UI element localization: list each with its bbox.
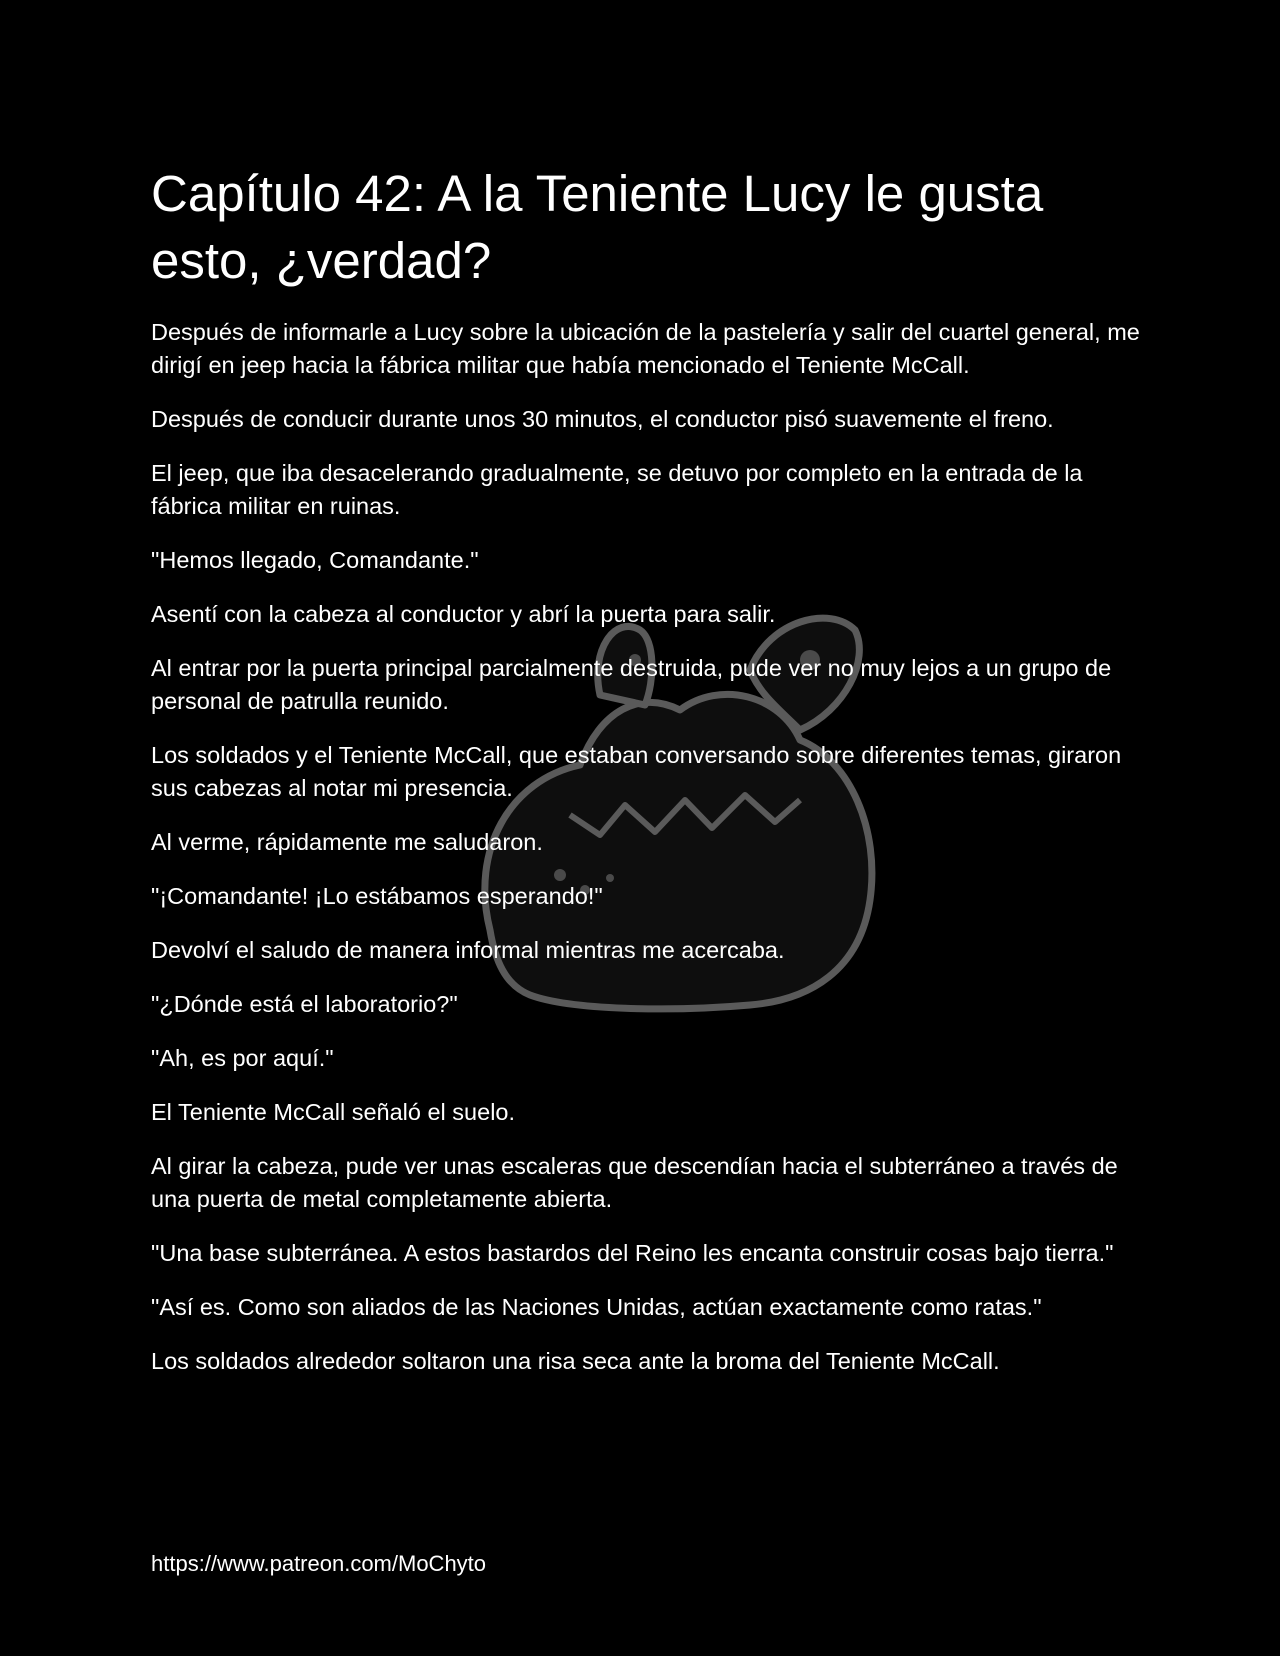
- paragraph: El jeep, que iba desacelerando gradualmente, se detuvo por completo en la entrada de la fábrica militar en ruinas.: [151, 460, 1083, 519]
- paragraph: Al verme, rápidamente me saludaron.: [151, 829, 543, 855]
- paragraph: Al entrar por la puerta principal parcialmente destruida, pude ver no muy lejos a un grupo de personal de patrulla reunido.: [151, 655, 1112, 714]
- chapter-body: [151, 316, 1141, 1378]
- paragraph: Devolví el saludo de manera informal mientras me acercaba.: [151, 937, 785, 963]
- paragraph: Asentí con la cabeza al conductor y abrí la puerta para salir.: [151, 601, 776, 627]
- paragraph: "¡Comandante! ¡Lo estábamos esperando!": [151, 883, 603, 909]
- patreon-link[interactable]: https://www.patreon.com/MoChyto: [151, 1551, 487, 1576]
- paragraph: Al girar la cabeza, pude ver unas escaleras que descendían hacia el subterráneo a través de una puerta de metal completamente abierta.: [151, 1153, 1118, 1212]
- paragraph: "Una base subterránea. A estos bastardos del Reino les encanta construir cosas bajo tierra.": [151, 1240, 1114, 1266]
- paragraph: "¿Dónde está el laboratorio?": [151, 991, 458, 1017]
- chapter-page: [151, 160, 1141, 1399]
- paragraph: Después de informarle a Lucy sobre la ubicación de la pastelería y salir del cuartel general, me dirigí en jeep hacia la fábrica militar que había mencionado el Teniente McCall.: [151, 319, 1140, 378]
- paragraph: "Ah, es por aquí.": [151, 1045, 334, 1071]
- paragraph: Los soldados y el Teniente McCall, que estaban conversando sobre diferentes temas, giraron sus cabezas al notar mi presencia.: [151, 742, 1122, 801]
- paragraph: El Teniente McCall señaló el suelo.: [151, 1099, 516, 1125]
- paragraph: "Así es. Como son aliados de las Naciones Unidas, actúan exactamente como ratas.": [151, 1294, 1042, 1320]
- chapter-title: Capítulo 42: A la Teniente Lucy le gusta esto, ¿verdad?: [151, 165, 1044, 289]
- paragraph: Los soldados alrededor soltaron una risa seca ante la broma del Teniente McCall.: [151, 1348, 1000, 1374]
- paragraph: Después de conducir durante unos 30 minutos, el conductor pisó suavemente el freno.: [151, 406, 1054, 432]
- paragraph: "Hemos llegado, Comandante.": [151, 547, 479, 573]
